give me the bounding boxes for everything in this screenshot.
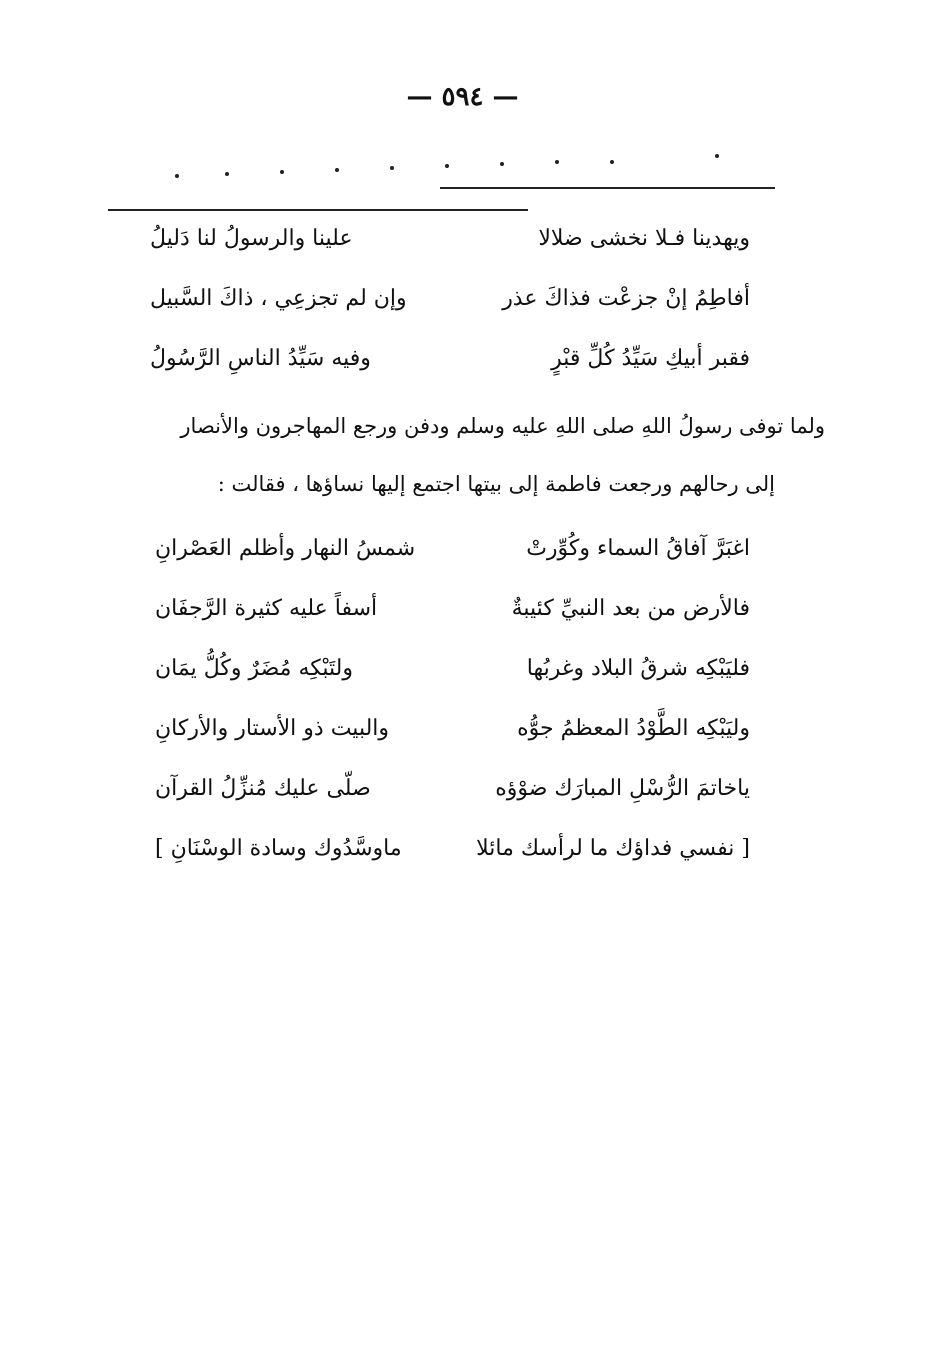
verse-first-hemistich: وليَبْكِه الطَّوْدُ المعظمُ جوُّه	[517, 715, 750, 741]
poem-verse	[150, 276, 750, 320]
dot	[555, 160, 559, 164]
verse-first-hemistich: [ نفسي فداؤك ما لرأسك مائلا	[476, 835, 750, 861]
verse-second-hemistich: وإن لم تجزعِي ، ذاكَ السَّبيل	[150, 285, 407, 311]
verse-first-hemistich: فقبر أبيكِ سَيِّدُ كُلِّ قبْرٍ	[551, 345, 750, 371]
verse-first-hemistich: فليَبْكِه شرقُ البلاد وغربُها	[526, 655, 750, 681]
header-rule	[108, 209, 528, 211]
poem-verse	[150, 336, 750, 380]
verse-second-hemistich: ولتَبْكِه مُضَرٌ وكُلُّ يمَان	[155, 655, 353, 681]
poem-verse	[155, 526, 750, 570]
dot	[390, 166, 394, 170]
page-number: — ٥٩٤ —	[406, 82, 519, 112]
verse-second-hemistich: وفيه سَيِّدُ الناسِ الرَّسُولُ	[150, 345, 371, 371]
verse-second-hemistich: أسفاً عليه كثيرة الرَّجفَان	[155, 595, 378, 621]
dot	[225, 172, 229, 176]
poem-verse	[150, 216, 750, 260]
dot	[445, 164, 449, 168]
dot	[715, 154, 719, 158]
top-rule	[440, 187, 775, 189]
prose-line: إلى رحالهم ورجعت فاطمة إلى بيتها اجتمع إليها نساؤها ، فقالت :	[217, 472, 775, 496]
verse-second-hemistich: شمسُ النهار وأظلم العَصْرانِ	[155, 535, 416, 561]
verse-first-hemistich: أفاطِمُ إنْ جزعْت فذاكَ عذر	[502, 285, 750, 311]
poem-verse	[155, 706, 750, 750]
poem-verse	[155, 766, 750, 810]
verse-first-hemistich: اغبَرَّ آفاقُ السماء وكُوِّرتْ	[526, 535, 750, 561]
dot	[335, 168, 339, 172]
decorative-dots	[170, 148, 730, 188]
verse-second-hemistich: ماوسَّدُوك وسادة الوسْنَانِ ]	[155, 835, 402, 861]
poem-verse	[155, 646, 750, 690]
verse-first-hemistich: فالأرض من بعد النبيِّ كئيبةٌ	[511, 595, 750, 621]
dot	[500, 162, 504, 166]
verse-second-hemistich: صلّى عليك مُنزِّلُ القرآن	[155, 775, 371, 801]
dot	[175, 174, 179, 178]
verse-second-hemistich: علينا والرسولُ لنا دَليلُ	[150, 225, 353, 251]
verse-first-hemistich: ياخاتمَ الرُّسْلِ المبارَك ضوْؤه	[495, 775, 750, 801]
poem-verse	[155, 586, 750, 630]
dot	[610, 160, 614, 164]
verse-first-hemistich: ويهدينا فـلا نخشى ضلالا	[538, 225, 750, 251]
poem-verse	[155, 826, 750, 870]
prose-line: ولما توفى رسولُ اللهِ صلى اللهِ عليه وسلم ودفن ورجع المهاجرون والأنصار	[180, 414, 825, 438]
verse-second-hemistich: والبيت ذو الأستار والأركانِ	[155, 715, 390, 741]
dot	[280, 170, 284, 174]
